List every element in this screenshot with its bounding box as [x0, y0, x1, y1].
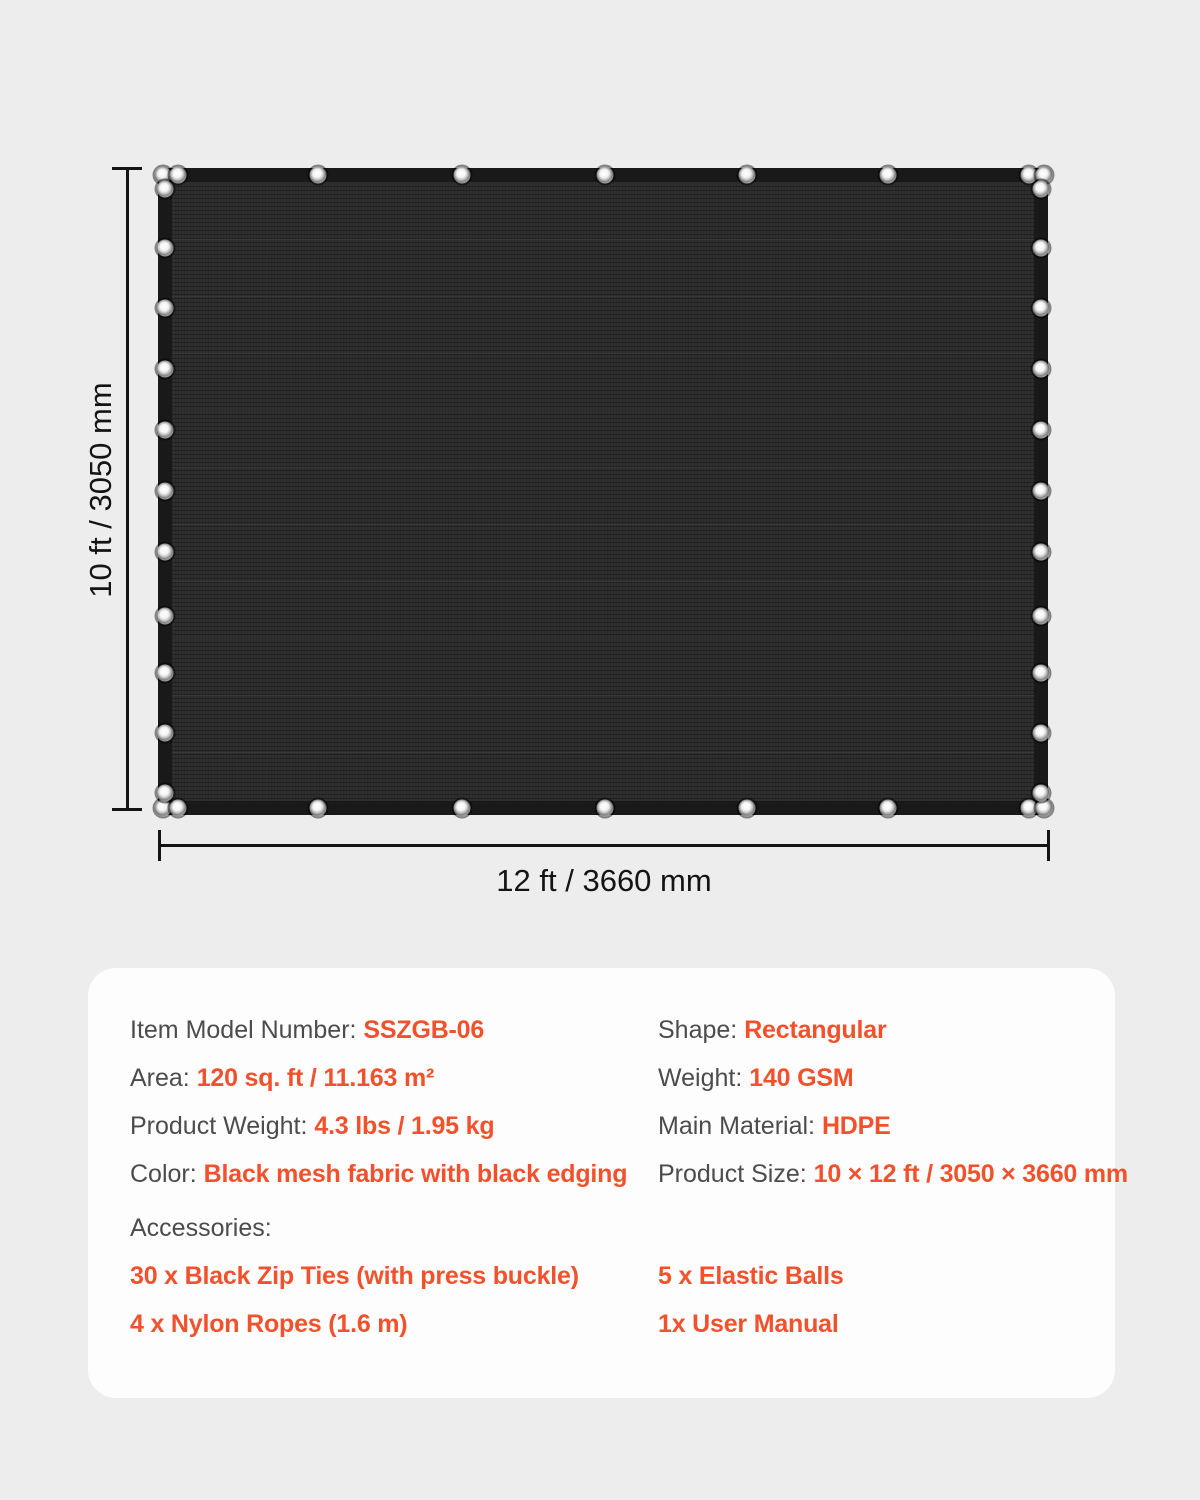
grommet-icon: [157, 422, 174, 439]
grommet-icon: [596, 800, 613, 817]
grommet-icon: [310, 167, 327, 184]
grommet-icon: [157, 299, 174, 316]
spec-value: SSZGB-06: [363, 1016, 485, 1044]
shade-net: [158, 168, 1048, 815]
spec-value: HDPE: [821, 1112, 891, 1140]
accessory-item-user-manual: 1x User Manual: [658, 1310, 839, 1338]
spec-grid: [130, 1006, 1128, 1198]
grommet-icon: [454, 800, 471, 817]
spec-value: 140 GSM: [749, 1064, 854, 1092]
spec-row-color: [130, 1150, 658, 1198]
grommet-icon: [879, 167, 896, 184]
accessories-grid: [130, 1252, 1073, 1348]
grommet-icon: [1035, 800, 1052, 817]
accessory-item-elastic-balls: 5 x Elastic Balls: [658, 1262, 844, 1290]
spec-card: [88, 968, 1128, 1398]
grommet-icon: [1033, 482, 1050, 499]
spec-row-product-size: [658, 1150, 1128, 1198]
spec-label: Product Weight:: [130, 1112, 315, 1140]
grommet-icon: [170, 800, 187, 817]
dimension-cap-bottom: [112, 808, 142, 811]
accessory-item-zip-ties: 30 x Black Zip Ties (with press buckle): [130, 1262, 579, 1290]
spec-row-material: [658, 1102, 1128, 1150]
grommet-icon: [596, 167, 613, 184]
grommet-icon: [739, 167, 756, 184]
grommet-icon: [739, 800, 756, 817]
grommet-icon: [157, 785, 174, 802]
spec-label: Weight:: [658, 1064, 750, 1092]
grommet-icon: [1033, 785, 1050, 802]
grommet-icon: [1033, 544, 1050, 561]
accessory-item-nylon-ropes: 4 x Nylon Ropes (1.6 m): [130, 1310, 408, 1338]
spec-value: Rectangular: [744, 1016, 887, 1044]
grommet-icon: [1033, 361, 1050, 378]
grommet-icon: [879, 800, 896, 817]
grommet-icon: [157, 240, 174, 257]
spec-value: 120 sq. ft / 11.163 m²: [196, 1064, 435, 1092]
grommet-icon: [157, 607, 174, 624]
spec-label: Area:: [130, 1064, 197, 1092]
grommet-icon: [310, 800, 327, 817]
grommet-icon: [1033, 665, 1050, 682]
grommet-icon: [454, 167, 471, 184]
grommet-icon: [1033, 724, 1050, 741]
width-dimension-label: 12 ft / 3660 mm: [496, 863, 712, 898]
spec-label: Item Model Number:: [130, 1016, 364, 1044]
grommet-icon: [1033, 299, 1050, 316]
grommet-icon: [157, 665, 174, 682]
spec-row-shape: [658, 1006, 1128, 1054]
grommet-icon: [157, 180, 174, 197]
spec-label: Product Size:: [658, 1160, 814, 1188]
grommet-icon: [157, 482, 174, 499]
height-dimension-label: 10 ft / 3050 mm: [83, 382, 118, 598]
grommet-icon: [157, 724, 174, 741]
dimension-cap-top: [112, 167, 142, 170]
grommet-icon: [170, 167, 187, 184]
spec-row-product-weight: [130, 1102, 658, 1150]
spec-label: Color:: [130, 1160, 204, 1188]
spec-value: 4.3 lbs / 1.95 kg: [314, 1112, 495, 1140]
accessories-title: Accessories:: [130, 1214, 272, 1242]
spec-value: 10 × 12 ft / 3050 × 3660 mm: [813, 1160, 1128, 1188]
spec-value: Black mesh fabric with black edging: [203, 1160, 628, 1188]
dimension-cap-left: [158, 830, 161, 861]
spec-row-model-number: [130, 1006, 658, 1054]
horizontal-dimension-line: [159, 844, 1050, 847]
grommet-icon: [1033, 422, 1050, 439]
grommet-icon: [1033, 607, 1050, 624]
grommet-icon: [1033, 240, 1050, 257]
spec-row-area: [130, 1054, 658, 1102]
grommet-icon: [157, 544, 174, 561]
grommet-icon: [157, 361, 174, 378]
spec-label: Shape:: [658, 1016, 745, 1044]
spec-label: Main Material:: [658, 1112, 822, 1140]
vertical-dimension-line: [126, 168, 129, 811]
grommet-icon: [1033, 180, 1050, 197]
spec-row-gsm-weight: [658, 1054, 1128, 1102]
dimension-cap-right: [1047, 830, 1050, 861]
